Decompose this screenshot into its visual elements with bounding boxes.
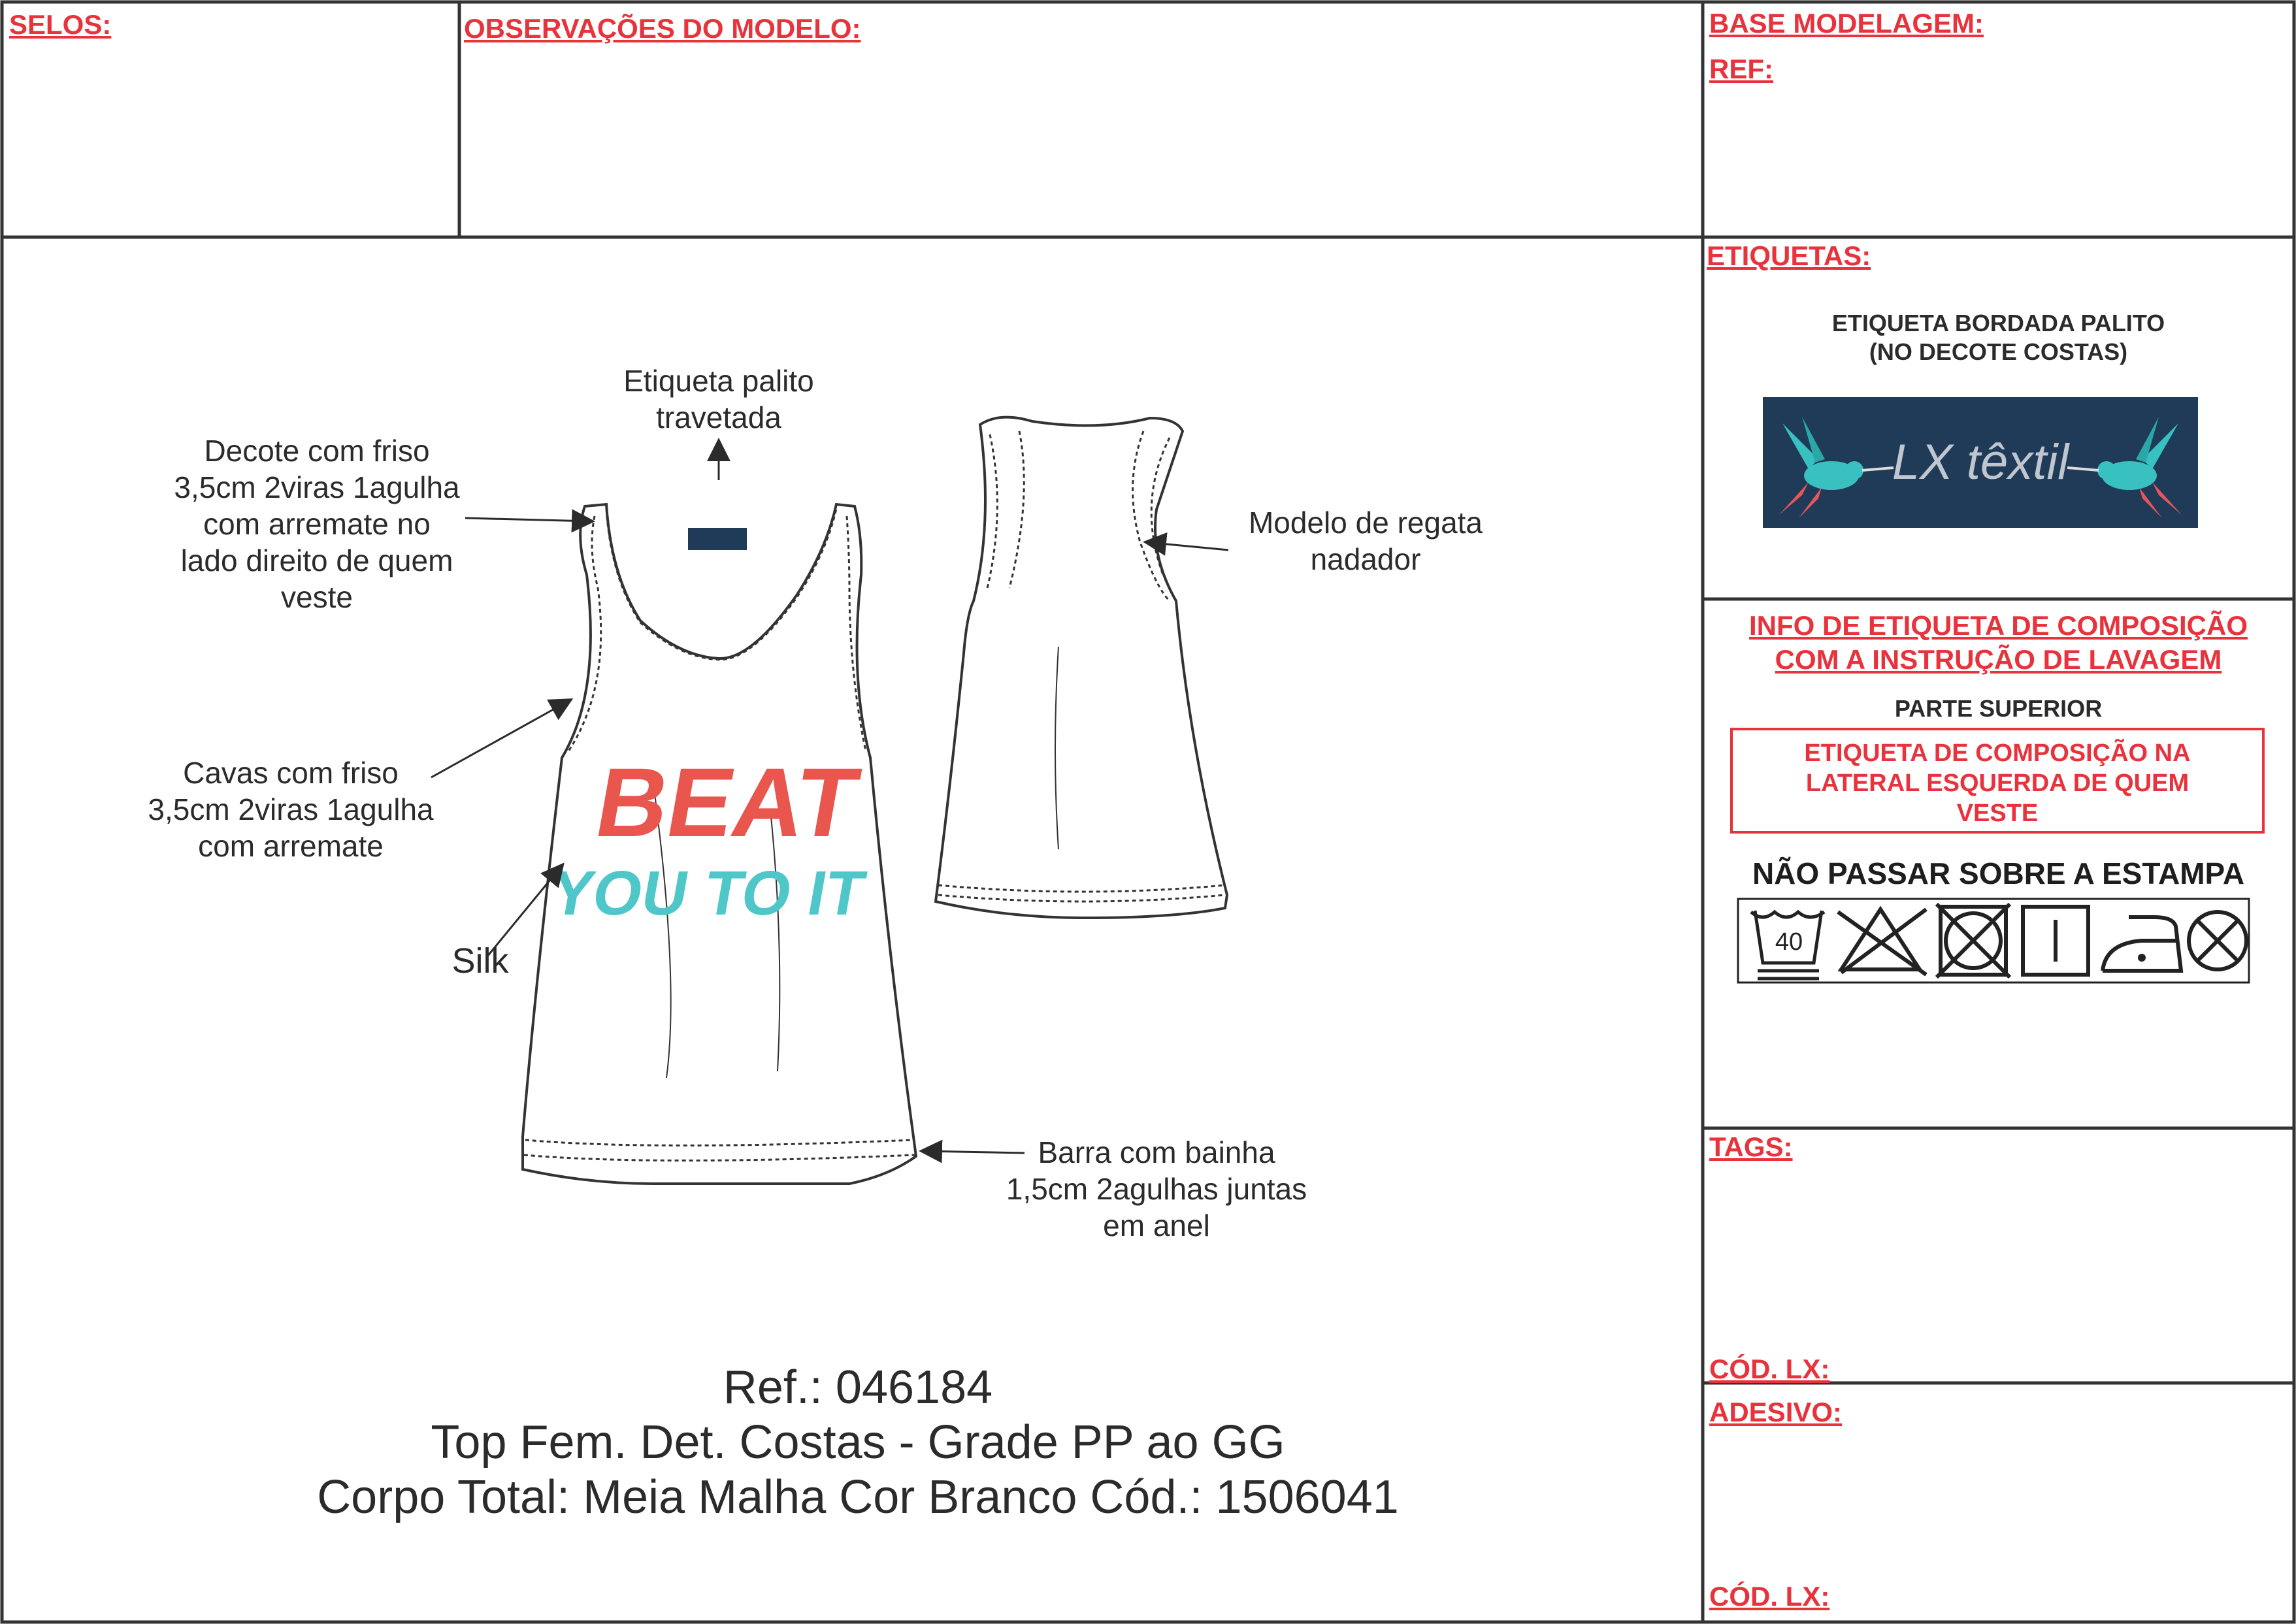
annotation-decote-2: 3,5cm 2viras 1agulha	[174, 470, 460, 504]
cod-lx-1-header: CÓD. LX:	[1709, 1354, 1830, 1384]
composicao-box	[1730, 728, 2265, 834]
composicao-title-1: INFO DE ETIQUETA DE COMPOSIÇÃO	[1748, 610, 2248, 641]
annotation-cavas-3: com arremate	[198, 829, 384, 863]
selos-header: SELOS:	[9, 9, 112, 40]
annotation-decote-3: com arremate no	[203, 507, 431, 541]
do-not-dry-clean-icon	[2189, 912, 2246, 969]
front-neck-label	[688, 528, 747, 550]
reference-line-3: Corpo Total: Meia Malha Cor Branco Cód.: 1506041	[317, 1471, 1399, 1523]
annotation-decote-4: lado direito de quem	[180, 544, 453, 577]
tags-header: TAGS:	[1709, 1131, 1793, 1162]
ref-header: REF:	[1709, 54, 1773, 84]
annotation-decote-1: Decote com friso	[204, 434, 430, 468]
care-symbols	[1737, 898, 2250, 984]
back-view-tank-top	[936, 417, 1227, 918]
annotation-decote-5: veste	[281, 580, 353, 614]
composicao-box-line2: LATERAL ESQUERDA DE QUEM	[1805, 770, 2189, 797]
lx-textil-label	[1763, 397, 2198, 528]
parte-superior: PARTE SUPERIOR	[1894, 695, 2103, 722]
composicao-box-line3: VESTE	[1956, 800, 2039, 827]
line-dry-icon	[2023, 907, 2088, 975]
print-word-you-to-it: YOU TO IT	[546, 857, 871, 928]
annotation-barra-2: 1,5cm 2agulhas juntas	[1006, 1172, 1307, 1206]
cod-lx-2-header: CÓD. LX:	[1709, 1581, 1830, 1612]
nao-passar-warning: NÃO PASSAR SOBRE A ESTAMPA	[1752, 856, 2245, 890]
annotation-barra-1: Barra com bainha	[1038, 1135, 1275, 1169]
reference-line-1: Ref.: 046184	[723, 1361, 993, 1414]
annotation-etiqueta-palito-2: travetada	[656, 400, 781, 434]
annotation-modelo-2: nadador	[1310, 542, 1421, 576]
annotation-cavas-2: 3,5cm 2viras 1agulha	[148, 792, 434, 826]
adesivo-header: ADESIVO:	[1709, 1397, 1843, 1427]
composicao-box-line1: ETIQUETA DE COMPOSIÇÃO NA	[1804, 739, 2191, 767]
etiqueta-line1: ETIQUETA BORDADA PALITO	[1831, 310, 2165, 336]
annotation-etiqueta-palito-1: Etiqueta palito	[623, 364, 814, 398]
print-word-beat: BEAT	[587, 748, 867, 858]
svg-text:40: 40	[1775, 928, 1803, 956]
do-not-tumble-dry-icon	[1937, 904, 2010, 977]
composicao-title-2: COM A INSTRUÇÃO DE LAVAGEM	[1775, 644, 2222, 675]
wash-40-icon	[1751, 911, 1824, 979]
annotation-silk: Silk	[451, 941, 509, 981]
annotation-cavas-1: Cavas com friso	[183, 756, 399, 790]
iron-low-icon	[2103, 917, 2181, 971]
base-modelagem-header: BASE MODELAGEM:	[1709, 8, 1984, 39]
etiquetas-header: ETIQUETAS:	[1707, 240, 1871, 271]
etiqueta-line2: (NO DECOTE COSTAS)	[1869, 338, 2128, 365]
annotation-barra-3: em anel	[1103, 1209, 1210, 1242]
annotation-modelo-1: Modelo de regata	[1248, 506, 1483, 540]
do-not-bleach-icon	[1838, 909, 1926, 975]
observacoes-header: OBSERVAÇÕES DO MODELO:	[464, 13, 861, 44]
lx-brand-text: LX têxtil	[1892, 434, 2069, 490]
reference-line-2: Top Fem. Det. Costas - Grade PP ao GG	[431, 1416, 1285, 1469]
